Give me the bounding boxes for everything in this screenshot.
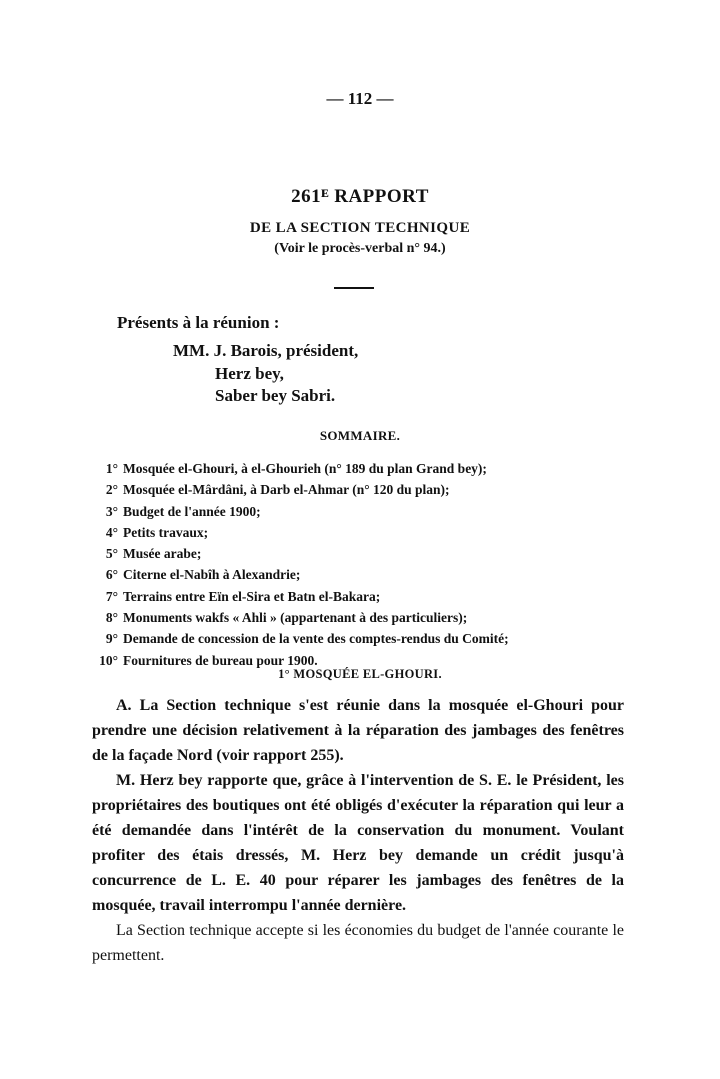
summary-item-text: Demande de concession de la vente des comptes-rendus du Comité; <box>123 631 509 647</box>
summary-item <box>92 564 632 585</box>
report-title: 261ᴱ RAPPORT <box>291 186 429 207</box>
summary-item-text: Mosquée el-Ghouri, à el-Ghourieh (n° 189 du plan Grand bey); <box>123 461 487 476</box>
summary-list <box>92 458 632 671</box>
summary-item-number: 9° <box>105 631 118 647</box>
sommaire-heading: SOMMAIRE. <box>319 428 401 443</box>
summary-item <box>92 628 632 649</box>
summary-item-number: 10° <box>99 652 118 668</box>
summary-item-text: Mosquée el-Mârdâni, à Darb el-Ahmar (n° 120 du plan); <box>123 482 450 498</box>
summary-item-text: Monuments wakfs « Ahli » (appartenant à des particuliers); <box>123 610 468 626</box>
body-paragraph: La Section technique accepte si les économies du budget de l'année courante le permettent. <box>92 922 624 964</box>
summary-item-number: 2° <box>105 482 118 498</box>
page-number: — 112 — <box>326 89 394 108</box>
summary-item-text: Petits travaux; <box>123 524 209 540</box>
summary-item <box>92 586 632 607</box>
title-divider <box>334 287 374 289</box>
summary-item-number: 6° <box>105 567 118 583</box>
summary-item-number: 4° <box>105 524 118 540</box>
summary-item-text: Musée arabe; <box>123 546 202 562</box>
summary-item-number: 3° <box>105 503 118 519</box>
section-body <box>92 693 624 968</box>
body-paragraph: M. Herz bey rapporte que, grâce à l'intervention de S. E. le Président, les propriétaires des boutiques ont été obligés d'exécuter la réparation qui leur a été demandée dans l'intérêt de la conservation du monument. Voulant profiter des étais dressés, M. Herz bey demande un crédit jusqu'à concurrence de L. E. 40 pour réparer les jambages des fenêtres de la mosquée, travail interrompu l'année dernière. <box>92 772 624 914</box>
summary-item-number: 5° <box>105 546 118 562</box>
summary-item <box>92 522 632 543</box>
member-saber: Saber bey Sabri. <box>215 386 336 405</box>
report-subtitle: DE LA SECTION TECHNIQUE <box>249 220 471 236</box>
summary-item-number: 7° <box>105 588 118 604</box>
summary-item <box>92 607 632 628</box>
summary-item-number: 1° <box>105 461 118 476</box>
body-paragraph: A. La Section technique s'est réunie dans la mosquée el-Ghouri pour prendre une décision relativement à la réparation des jambages des fenêtres de la façade Nord (voir rapport 255). <box>92 697 624 764</box>
summary-item-number: 8° <box>105 610 118 626</box>
summary-item <box>92 543 632 564</box>
member-herz: Herz bey, <box>215 364 284 383</box>
member-barois: MM. J. Barois, président, <box>173 341 359 360</box>
section-heading: 1° MOSQUÉE EL-GHOURI. <box>278 667 442 681</box>
summary-item-text: Fournitures de bureau pour 1900. <box>123 652 318 668</box>
report-reference: (Voir le procès-verbal n° 94.) <box>274 241 446 256</box>
summary-item <box>92 501 632 522</box>
summary-item-text: Budget de l'année 1900; <box>123 503 261 519</box>
summary-item <box>92 458 632 479</box>
presents-label: Présents à la réunion : <box>117 313 280 332</box>
summary-item-text: Citerne el-Nabîh à Alexandrie; <box>123 567 301 583</box>
summary-item-text: Terrains entre Eïn el-Sira et Batn el-Bakara; <box>123 588 381 604</box>
summary-item <box>92 479 632 500</box>
